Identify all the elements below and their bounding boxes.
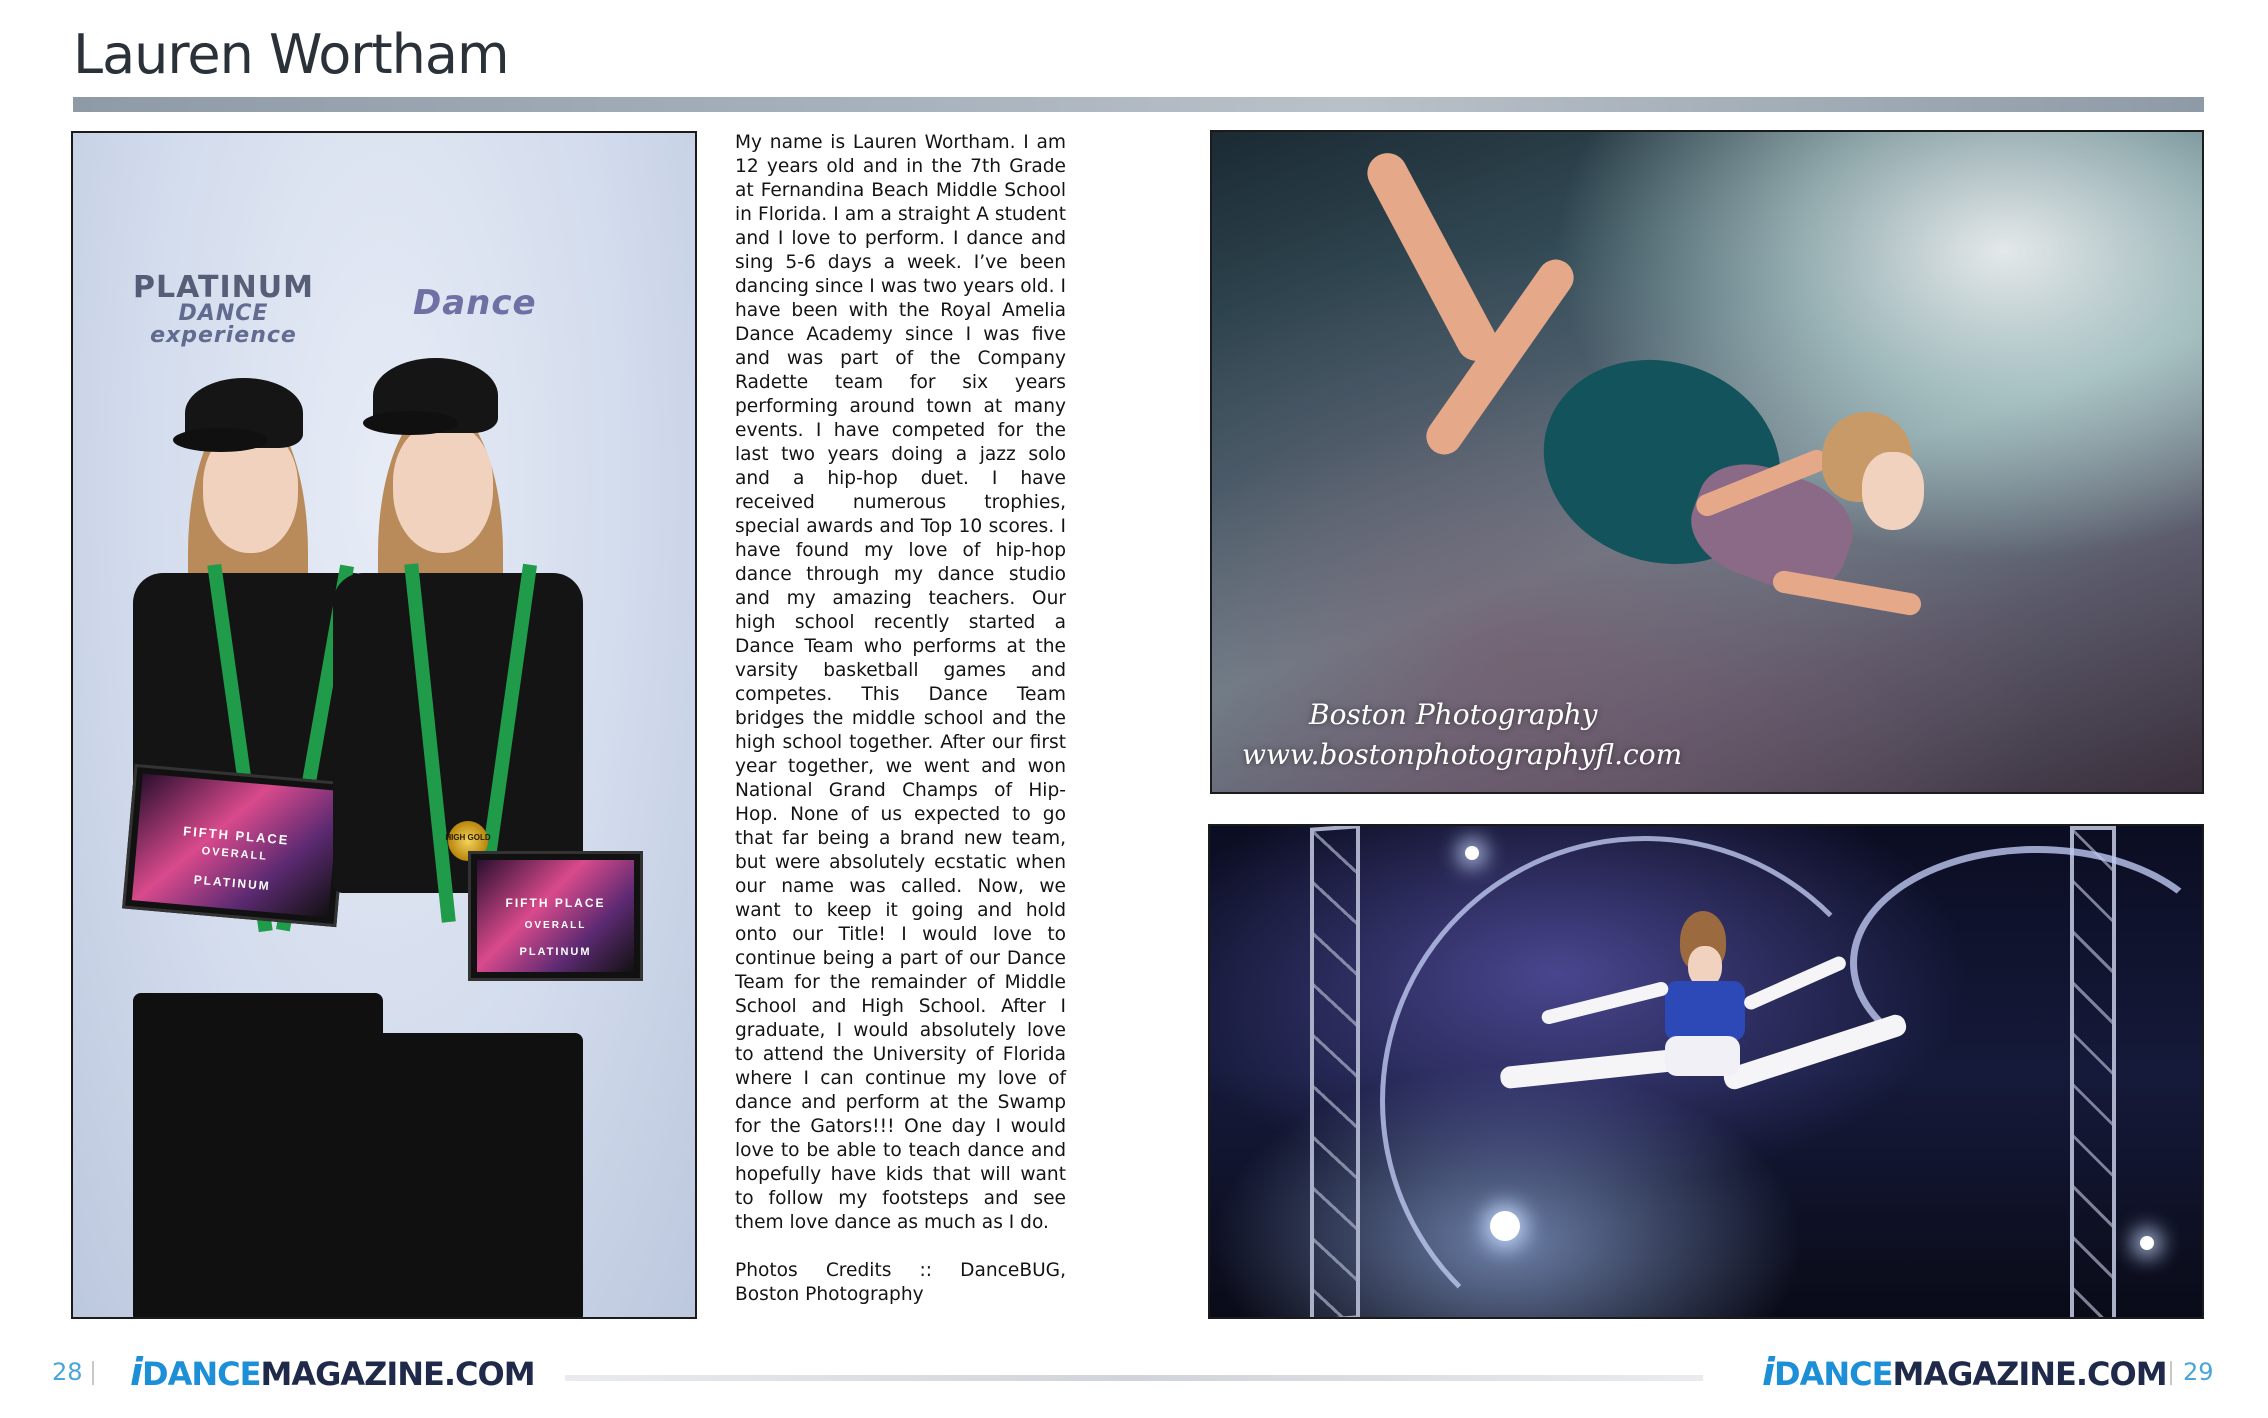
plaque-right-brand: PLATINUM — [519, 946, 592, 958]
title-divider — [73, 97, 2204, 112]
brand-logo-right: iDANCEMAGAZINE.COM — [1762, 1350, 2167, 1394]
medal-label: HIGH GOLD — [445, 833, 491, 842]
backdrop-logo-sub2: experience — [150, 323, 297, 348]
stage-arc-right — [1850, 846, 2204, 1080]
backdrop-logo-main: PLATINUM — [133, 270, 314, 305]
footer-divider — [565, 1375, 1703, 1381]
footer-separator — [2170, 1361, 2172, 1385]
backdrop-logo-platinum — [133, 270, 314, 348]
plaque-right-line2: OVERALL — [524, 920, 587, 931]
stage-arc — [1380, 836, 1910, 1319]
page-number-right: 29 — [2183, 1358, 2214, 1386]
brand-logo-left: iDANCEMAGAZINE.COM — [130, 1350, 535, 1394]
award-plaque-left — [122, 764, 349, 927]
backdrop-logo-dance: Dance — [413, 283, 537, 323]
stage-truss-left — [1310, 824, 1360, 1319]
award-plaque-right — [468, 851, 643, 981]
stage-leap-photo — [1208, 824, 2204, 1319]
photo-caption-name: Boston Photography — [1309, 698, 1598, 731]
photo-credits: Photos Credits :: DanceBUG, Boston Photography — [735, 1260, 1066, 1305]
footer-separator — [92, 1361, 94, 1385]
plaque-left-line2: OVERALL — [201, 845, 269, 863]
photo-caption-url: www.bostonphotographyfl.com — [1242, 738, 1683, 771]
stage-light-icon — [1465, 846, 1479, 860]
dancers-medal-photo — [71, 131, 697, 1319]
plaque-right-line1: FIFTH PLACE — [505, 896, 606, 910]
article-title: Lauren Wortham — [73, 23, 509, 86]
article-body — [735, 131, 1066, 1331]
underwater-dancer-photo — [1210, 130, 2204, 794]
stage-light-icon — [1490, 1211, 1520, 1241]
stage-light-icon — [2140, 1236, 2154, 1250]
plaque-left-brand: PLATINUM — [193, 872, 272, 894]
plaque-left-line1: FIFTH PLACE — [182, 823, 291, 848]
backdrop-logo-sub1: DANCE — [178, 301, 269, 326]
article-paragraph: My name is Lauren Wortham. I am 12 years old and in the 7th Grade at Fernandina Beach Middle School in Florida. I am a straight A student and I love to perform. I dance and sing 5-6 days a week. I’ve been dancing since I was two years old. I have been with the Royal Amelia Dance Academy since I was five and was part of the Company Radette team for six years performing around town at many events. I have competed for the last two years doing a jazz solo and a hip-hop duet. I have received numerous trophies, special awards and Top 10 scores. I have found my love of hip-hop dance through my dance studio and my amazing teachers. Our high school recently started a Dance Team who performs at the varsity basketball games and competes. This Dance Team bridges the middle school and the high school together. After our first year together, we went and won National Grand Champs of Hip-Hop. None of us expected to go that far being a brand new team, but were absolutely ecstatic when our name was called. Now, we want to keep it going and hold onto our Title! I would love to continue being a part of our Dance Team for the remainder of Middle School and High School. After I graduate, I would absolutely love to attend the University of Florida where I can continue my love of dance and perform at the Swamp for the Gators!!! One day I would love to be able to teach dance and hopefully have kids that will want to follow my footsteps and see them love dance as much as I do. — [735, 132, 1066, 1233]
page-number-left: 28 — [52, 1358, 83, 1386]
